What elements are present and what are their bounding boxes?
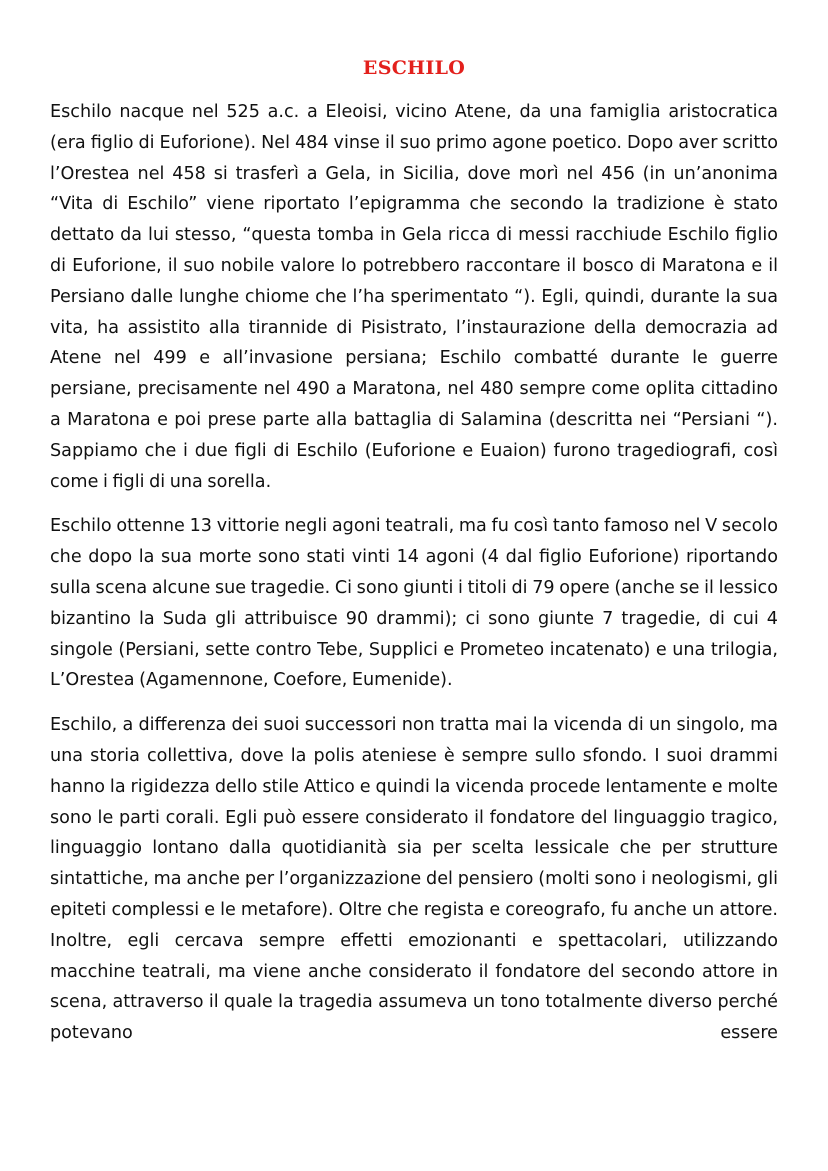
paragraph-biography: Eschilo nacque nel 525 a.c. a Eleoisi, vicino Atene, da una famiglia aristocratica (era figlio di Euforione). Nel 484 vinse il suo primo agone poetico. Dopo aver scritto l’Orestea nel 458 si trasferì a Gela, in Sicilia, dove morì nel 456 (in un’anonima “Vita di Eschilo” viene riportato l’epigramma che secondo la tradizione è stato dettato da lui stesso, “questa tomba in Gela ricca di messi racchiude Eschilo figlio di Euforione, il suo nobile valore lo potrebbero raccontare il bosco di Maratona e il Persiano dalle lunghe chiome che l’ha sperimentato “). Egli, quindi, durante la sua vita, ha assistito alla tirannide di Pisistrato, l’instaurazione della democrazia ad Atene nel 499 e all’invasione persiana; Eschilo combatté durante le guerre persiane, precisamente nel 490 a Maratona, nel 480 sempre come oplita cittadino a Maratona e poi prese parte alla battaglia di Salamina (descritta nei “Persiani “). Sappiamo che i due figli di Eschilo (Euforione e Euaion) furono tragediografi, così come i figli di una sorella.: [50, 102, 778, 492]
document-page: [50, 52, 778, 1063]
paragraph-style: Eschilo, a differenza dei suoi successori non tratta mai la vicenda di un singolo, ma una storia collettiva, dove la polis ateniese è sempre sullo sfondo. I suoi drammi hanno la rigidezza dello stile Attico e quindi la vicenda procede lentamente e molte sono le parti corali. Egli può essere considerato il fondatore del linguaggio tragico, linguaggio lontano dalla quotidianità sia per scelta lessicale che per strutture sintattiche, ma anche per l’organizzazione del pensiero (molti sono i neologismi, gli epiteti complessi e le metafore). Oltre che regista e coreografo, fu anche un attore. Inoltre, egli cercava sempre effetti emozionanti e spettacolari, utilizzando macchine teatrali, ma viene anche considerato il fondatore del secondo attore in scena, attraverso il quale la tragedia assumeva un tono totalmente diverso perché potevano essere: [50, 715, 778, 1044]
document-title: ESCHILO: [362, 57, 466, 79]
paragraph-victories-works: Eschilo ottenne 13 vittorie negli agoni teatrali, ma fu così tanto famoso nel V secolo che dopo la sua morte sono stati vinti 14 agoni (4 dal figlio Euforione) riportando sulla scena alcune sue tragedie. Ci sono giunti i titoli di 79 opere (anche se il lessico bizantino la Suda gli attribuisce 90 drammi); ci sono giunte 7 tragedie, di cui 4 singole (Persiani, sette contro Tebe, Supplici e Prometeo incatenato) e una trilogia, L’Orestea (Agamennone, Coefore, Eumenide).: [50, 516, 778, 691]
